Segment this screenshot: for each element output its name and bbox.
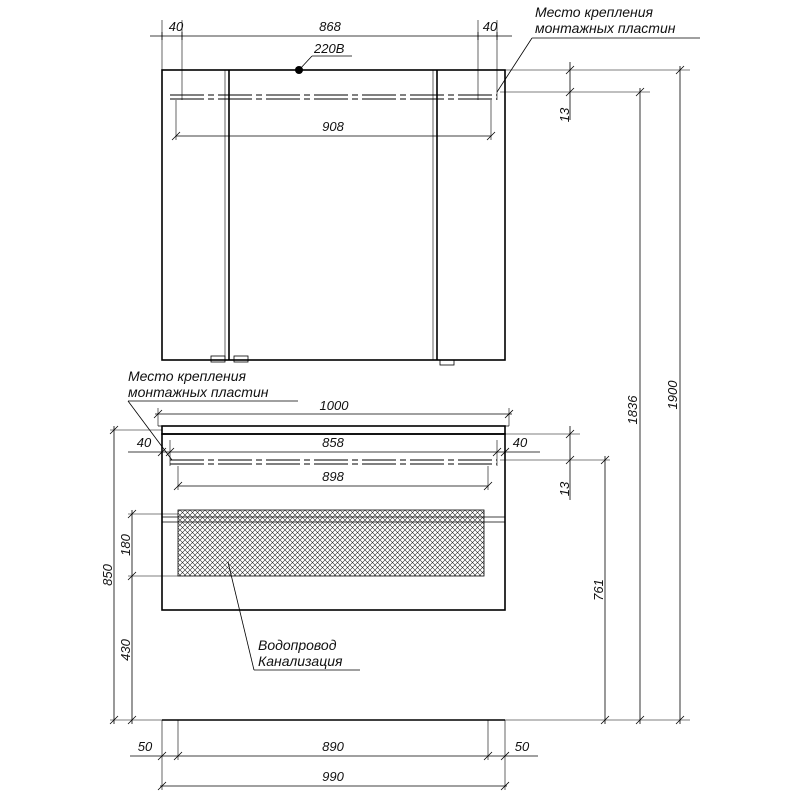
utilities-note-line2: Канализация [258, 653, 343, 669]
vanity-left-dimensions [100, 426, 178, 724]
mirror-dim-left-offset: 40 [168, 19, 184, 34]
vanity-dim-mount-span: 898 [322, 469, 344, 484]
mirror-dim-mount-span: 908 [322, 119, 344, 134]
vanity-bottom-dimensions [130, 720, 538, 790]
mirror-cabinet [162, 66, 505, 365]
vanity-dim-height: 850 [100, 564, 115, 586]
vanity-dim-right-offset: 40 [512, 435, 528, 450]
mirror-mount-note-line2: монтажных пластин [535, 20, 676, 36]
center-hinge [234, 356, 248, 362]
vanity-right-dimensions [500, 426, 610, 724]
dim-mirror-mount-elevation: 1836 [625, 395, 640, 425]
mirror-dim-mount-height: 13 [557, 107, 572, 123]
mirror-cabinet-outline [162, 70, 505, 360]
utilities-note [228, 562, 360, 670]
vanity-dim-inner-width: 858 [322, 435, 344, 450]
utilities-zone [178, 510, 484, 576]
vanity-mount-note-line2: монтажных пластин [128, 384, 269, 400]
vanity-dim-top-width: 1000 [319, 398, 349, 413]
mirror-dim-right-offset: 40 [482, 19, 498, 34]
mirror-mount-note [497, 4, 700, 92]
power-label: 220В [314, 41, 345, 56]
vanity-dim-bottom-inner: 890 [322, 739, 344, 754]
mirror-mount-note-line1: Место крепления [535, 4, 654, 20]
vanity-dim-overall-width: 990 [322, 769, 344, 784]
mirror-top-dimensions [150, 19, 512, 140]
vanity-dim-mount-height: 13 [557, 481, 572, 497]
utilities-note-line1: Водопровод [258, 637, 337, 653]
vanity-mount-note-line1: Место крепления [128, 368, 247, 384]
vanity-top-dimensions [128, 398, 540, 490]
vanity-dim-left-offset: 40 [136, 435, 152, 450]
mirror-mount-height-dim [500, 62, 690, 122]
mirror-dim-inner-width: 868 [319, 19, 341, 34]
overall-height-dimensions [505, 66, 690, 724]
vanity-dim-bottom-left: 50 [137, 739, 153, 754]
vanity-dim-zone-elevation: 430 [118, 639, 133, 661]
vanity-countertop [162, 426, 505, 434]
vanity-dim-mount-elevation: 761 [591, 579, 606, 601]
vanity-dim-zone-height: 180 [118, 534, 133, 556]
vanity-dim-bottom-right: 50 [514, 739, 530, 754]
left-hinge [211, 356, 225, 362]
dim-total-height: 1900 [665, 380, 680, 410]
